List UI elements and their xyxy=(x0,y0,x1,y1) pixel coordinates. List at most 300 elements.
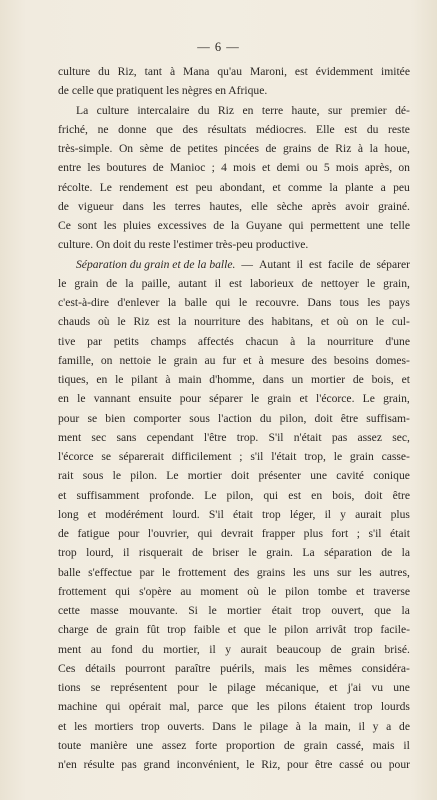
word: où xyxy=(97,315,110,329)
word: cul- xyxy=(391,315,410,329)
word: bien xyxy=(105,411,126,425)
word: vannant xyxy=(93,392,131,406)
word: tions xyxy=(58,681,81,694)
word: séparer xyxy=(376,257,410,271)
word: La xyxy=(76,103,89,117)
word: de xyxy=(317,142,329,155)
word: en xyxy=(311,488,323,502)
word: trop xyxy=(302,604,321,617)
text-line xyxy=(58,293,410,312)
word: c'est-à-dire xyxy=(58,296,110,309)
word: de xyxy=(301,276,313,290)
word: était xyxy=(232,507,253,521)
word: pour xyxy=(287,758,309,771)
word: du xyxy=(142,642,154,656)
word: grain xyxy=(74,276,99,290)
word: excessives xyxy=(157,219,207,232)
text-line xyxy=(58,736,410,755)
word: très-simple. xyxy=(58,142,113,155)
word: la xyxy=(230,219,240,232)
word: des xyxy=(311,353,327,367)
word: culture xyxy=(58,65,91,78)
word: des xyxy=(182,122,198,136)
text-line xyxy=(58,678,410,697)
text-line xyxy=(58,543,410,562)
word: trop xyxy=(141,719,160,733)
word: est xyxy=(229,276,242,290)
text-line xyxy=(58,120,410,139)
word: inconvénient, xyxy=(176,758,240,771)
word: tombe xyxy=(318,584,347,598)
word: sec, xyxy=(392,430,410,444)
word: trop, xyxy=(304,450,326,463)
page-number: — 6 — xyxy=(197,40,240,54)
word: chauds xyxy=(58,315,91,329)
word: de xyxy=(169,142,181,155)
word: du xyxy=(366,122,379,136)
word: masse xyxy=(90,604,119,617)
word: pays xyxy=(388,296,410,309)
word: qui xyxy=(263,488,279,502)
word: cette xyxy=(58,604,80,617)
word: et xyxy=(272,180,281,194)
text-line xyxy=(58,274,410,293)
word: culture xyxy=(96,103,129,117)
word: il xyxy=(296,257,303,271)
word: elle xyxy=(251,199,268,213)
word: y xyxy=(340,507,346,521)
text-line xyxy=(58,717,410,736)
word: de xyxy=(96,623,108,637)
word: sec xyxy=(91,430,107,444)
word: mais xyxy=(372,738,395,752)
text-line xyxy=(58,158,410,177)
word: était xyxy=(390,527,410,540)
text-line xyxy=(58,620,410,639)
word: considéra- xyxy=(361,661,410,675)
word: Autant xyxy=(258,257,291,271)
word: le xyxy=(77,392,86,406)
word: demi xyxy=(276,161,300,175)
word: qu'au xyxy=(217,65,243,78)
word: manière xyxy=(90,738,128,752)
word: sous xyxy=(82,469,104,483)
word: cavité xyxy=(336,469,364,483)
word: on xyxy=(398,161,410,175)
word: Riz xyxy=(133,315,150,329)
word: Le xyxy=(99,180,112,194)
word: forte xyxy=(195,738,218,752)
word: suffisamment xyxy=(76,488,140,502)
word: grains xyxy=(256,565,286,579)
word: mais xyxy=(264,661,287,675)
word: présenter xyxy=(258,469,301,483)
word: charge xyxy=(58,623,89,637)
word: trop. xyxy=(236,430,259,444)
word: nettoyer xyxy=(320,276,359,290)
word: de xyxy=(58,527,69,540)
word: le xyxy=(375,315,385,329)
word: il xyxy=(358,719,365,733)
word: On xyxy=(118,142,134,155)
word: d'enlever xyxy=(117,296,160,309)
word: pincées xyxy=(224,142,259,155)
word: cassé xyxy=(339,758,364,771)
word: balle xyxy=(58,565,81,579)
text-line xyxy=(58,351,410,370)
text-line xyxy=(58,216,410,235)
word: — xyxy=(241,257,253,271)
word: toute xyxy=(58,738,82,752)
word: séparation xyxy=(324,546,372,560)
word: à xyxy=(290,334,296,348)
text-line xyxy=(58,178,410,197)
word: lourd, xyxy=(86,546,114,560)
word: profonde. xyxy=(149,488,195,502)
word: avoir xyxy=(345,199,370,213)
word: tant xyxy=(144,65,162,78)
word: est xyxy=(157,315,171,329)
word: mois xyxy=(335,161,359,175)
word: est xyxy=(288,488,302,502)
word: à xyxy=(357,142,364,155)
word: domes- xyxy=(375,353,410,367)
word: les xyxy=(358,565,372,579)
word: arrivât xyxy=(315,623,347,637)
word: pilon xyxy=(285,584,310,598)
word: le xyxy=(238,296,248,309)
word: de xyxy=(58,199,69,213)
word: pour xyxy=(177,681,199,694)
word: le xyxy=(246,758,255,771)
word: où xyxy=(336,315,349,329)
word: nourriture xyxy=(194,315,241,329)
word: facile- xyxy=(380,623,410,637)
word: entre xyxy=(58,161,82,175)
word: une xyxy=(136,738,154,752)
word: ; xyxy=(356,527,360,540)
word: terres xyxy=(174,199,201,213)
word: et xyxy=(299,392,308,406)
word: reste xyxy=(388,122,410,136)
word: sous xyxy=(189,411,210,425)
word: la xyxy=(401,604,410,617)
word: mécanique, xyxy=(265,681,319,694)
text-line xyxy=(58,640,410,659)
word: grain xyxy=(349,450,374,463)
word: bois, xyxy=(332,488,355,502)
word: beaucoup xyxy=(276,642,322,656)
text-line xyxy=(58,409,410,428)
word: S'il xyxy=(268,430,284,444)
word: est xyxy=(308,257,322,271)
word: sur xyxy=(328,103,343,117)
word: le xyxy=(268,623,277,637)
word: ; xyxy=(211,161,215,175)
word: permettent xyxy=(310,219,360,232)
word: à xyxy=(165,373,171,386)
word: léger, xyxy=(289,507,316,521)
word: d'homme, xyxy=(209,373,255,386)
word: chacun xyxy=(245,334,279,348)
word: et xyxy=(227,623,237,637)
word: rait xyxy=(58,469,74,483)
word: les xyxy=(292,565,306,579)
word: la xyxy=(307,334,316,348)
word: et xyxy=(58,719,67,733)
word: Le xyxy=(166,469,179,483)
word: des xyxy=(248,315,264,329)
word: trop xyxy=(167,623,186,637)
word: mortiers xyxy=(94,719,134,733)
word: sèche xyxy=(276,199,303,213)
word: long xyxy=(58,507,79,521)
word: Dans xyxy=(307,296,332,309)
word: Riz, xyxy=(261,758,281,771)
word: l'ouvrier, xyxy=(147,527,190,540)
word: un xyxy=(291,373,304,386)
word: résulte xyxy=(83,758,115,771)
word: Le xyxy=(204,488,217,502)
word: l'était xyxy=(271,450,297,463)
word: le xyxy=(267,584,277,598)
word: trop xyxy=(353,700,373,714)
word: brisé. xyxy=(384,642,410,656)
text-line xyxy=(58,255,410,274)
word: trop xyxy=(353,623,373,637)
word: les xyxy=(367,296,381,309)
word: et xyxy=(58,488,67,502)
word: puérils, xyxy=(220,661,255,675)
word: plus xyxy=(390,507,410,521)
word: grain, xyxy=(383,392,410,406)
word: et xyxy=(329,681,338,694)
word: intercalaire xyxy=(137,103,190,117)
word: friché, xyxy=(58,122,88,136)
word: pilon xyxy=(284,623,309,637)
word: le xyxy=(208,681,218,694)
word: trop xyxy=(262,507,281,521)
section-heading: Séparation du grain et de la balle. xyxy=(76,257,236,271)
word: ; xyxy=(239,450,243,463)
word: 5 xyxy=(323,161,330,175)
word: de xyxy=(213,219,225,232)
word: à xyxy=(295,719,301,733)
word: ouvert, xyxy=(331,604,364,617)
word: est xyxy=(344,122,358,136)
word: les xyxy=(103,219,117,232)
word: autres, xyxy=(379,565,410,579)
word: comporter xyxy=(133,411,182,425)
word: Riz xyxy=(217,103,235,117)
word: des xyxy=(233,565,250,579)
word: être xyxy=(392,488,410,502)
word: mal, xyxy=(169,700,190,714)
word: Ce xyxy=(58,219,71,232)
word: champs xyxy=(150,334,187,348)
word: se xyxy=(101,450,112,463)
word: le xyxy=(161,565,171,579)
word: l'action xyxy=(218,411,252,425)
word: est xyxy=(294,65,308,78)
text-line xyxy=(58,389,410,408)
word: dans xyxy=(122,199,144,213)
word: la xyxy=(178,315,187,329)
word: uns xyxy=(313,565,330,579)
word: comme xyxy=(288,180,323,194)
word: de xyxy=(359,257,371,271)
word: par xyxy=(87,334,102,348)
word: le xyxy=(250,392,260,406)
word: évidemment xyxy=(315,65,374,78)
word: famille, xyxy=(58,353,94,367)
word: le xyxy=(243,719,253,733)
word: le xyxy=(333,450,343,463)
word: les xyxy=(256,700,270,714)
word: le xyxy=(115,373,124,386)
word: grain xyxy=(303,738,328,752)
word: que xyxy=(374,604,392,617)
word: rendement xyxy=(119,180,169,194)
word: la xyxy=(369,142,378,155)
word: mortier xyxy=(310,373,346,386)
word: qui xyxy=(215,296,231,309)
word: peu xyxy=(195,180,213,194)
word: par xyxy=(139,565,155,579)
word: plus xyxy=(303,527,323,540)
word: trop xyxy=(58,546,77,560)
word: faible xyxy=(193,623,221,637)
word: abondant, xyxy=(219,180,266,194)
word: il xyxy=(324,507,332,521)
word: et xyxy=(355,584,365,598)
word: et xyxy=(87,507,97,521)
text-line xyxy=(58,755,410,774)
word: mortier, xyxy=(163,642,200,656)
word: fort xyxy=(331,527,349,540)
word: pilage xyxy=(259,719,289,733)
word: séparerait xyxy=(118,450,164,463)
word: affectés xyxy=(197,334,234,348)
word: du xyxy=(98,65,110,78)
word: petites xyxy=(187,142,218,155)
word: à xyxy=(258,353,264,367)
word: Ces xyxy=(58,661,76,675)
word: nourriture xyxy=(327,334,374,348)
word: le xyxy=(117,315,126,329)
text-line xyxy=(58,466,410,485)
word: de xyxy=(192,546,204,560)
word: la xyxy=(308,719,318,733)
word: cassé, xyxy=(336,738,364,752)
word: sans xyxy=(116,430,137,444)
text-line xyxy=(58,486,410,505)
word: fatigue xyxy=(77,527,110,540)
word: après xyxy=(311,199,337,213)
word: nettoie xyxy=(119,353,152,367)
word: Mana xyxy=(183,65,210,78)
word: aurait xyxy=(355,507,382,521)
word: où xyxy=(247,584,259,598)
word: difficilement xyxy=(171,450,232,463)
word: Guyane xyxy=(246,219,283,232)
word: moment xyxy=(200,584,239,598)
text-line xyxy=(58,370,410,389)
word: il xyxy=(403,738,410,752)
word: assez xyxy=(357,430,382,444)
word: mesure xyxy=(270,353,305,367)
word: fût xyxy=(146,623,160,637)
word: boutures xyxy=(106,161,147,175)
word: à xyxy=(169,65,176,78)
word: cependant xyxy=(146,430,194,444)
word: devrait xyxy=(220,527,254,540)
word: résultats xyxy=(207,122,247,136)
word: s'il xyxy=(368,527,382,540)
word: Manioc xyxy=(169,161,206,175)
word: plante xyxy=(345,180,374,194)
line-text: culture. On doit du reste l'estimer très-peu productive. xyxy=(58,238,309,252)
word: mois xyxy=(233,161,256,175)
word: tive xyxy=(58,334,76,348)
word: et xyxy=(243,353,252,367)
word: terre xyxy=(261,103,284,117)
word: qui xyxy=(288,219,304,232)
text-line xyxy=(58,332,410,351)
word: fond xyxy=(111,642,133,656)
word: sont xyxy=(77,219,97,232)
word: pilage xyxy=(227,681,256,694)
word: grand xyxy=(143,758,170,771)
word: il xyxy=(214,276,222,290)
word: la xyxy=(401,546,410,560)
word: pilant xyxy=(131,373,158,386)
word: au xyxy=(204,353,216,367)
word: recouvre. xyxy=(255,296,300,309)
word: imitée xyxy=(381,65,410,78)
word: doit xyxy=(314,411,333,425)
word: mêmes xyxy=(318,661,352,675)
word: ment xyxy=(58,642,82,656)
word: au xyxy=(180,584,192,598)
word: en xyxy=(58,392,69,406)
word: est xyxy=(175,180,189,194)
word: grain xyxy=(267,392,292,406)
word: représentent xyxy=(110,681,168,694)
word: d'une xyxy=(385,334,410,348)
word: les xyxy=(296,661,310,675)
text-line xyxy=(58,139,410,158)
word: les xyxy=(152,199,166,213)
word: ne xyxy=(97,122,109,136)
word: sème xyxy=(139,142,164,155)
word: autant xyxy=(178,276,207,290)
text-line xyxy=(58,659,410,678)
word: premier xyxy=(350,103,387,117)
text-line xyxy=(58,101,410,120)
word: 4 xyxy=(221,161,227,175)
word: dans xyxy=(262,373,284,386)
word: bois, xyxy=(371,373,394,386)
word: frottement xyxy=(58,584,107,598)
word: parce xyxy=(198,700,224,714)
word: doit xyxy=(231,469,250,483)
word: pas xyxy=(331,430,348,444)
text-line xyxy=(58,81,410,100)
word: le xyxy=(366,276,376,290)
word: Riz xyxy=(335,142,352,155)
word: mortier xyxy=(227,604,262,617)
